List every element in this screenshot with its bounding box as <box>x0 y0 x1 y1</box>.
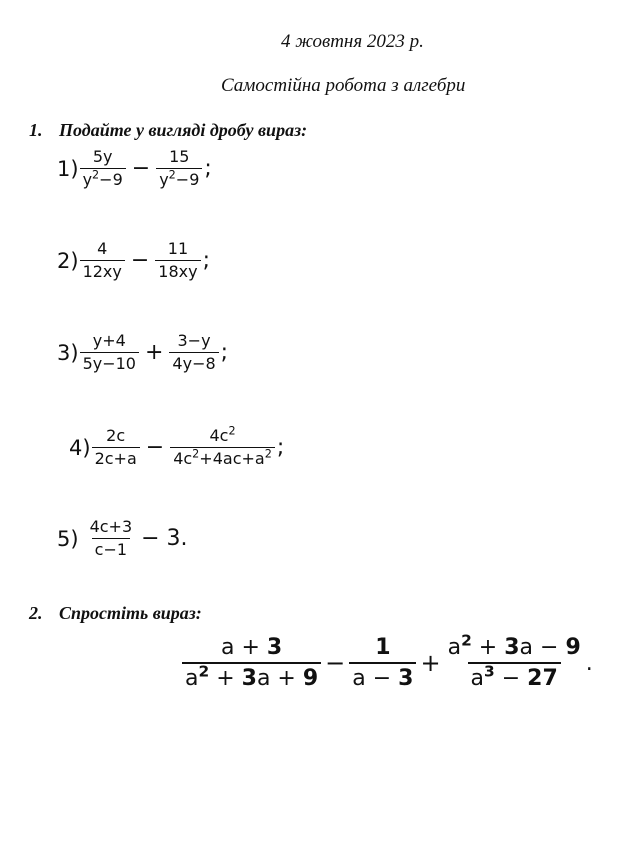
fraction <box>92 427 140 469</box>
operator: − <box>145 435 165 461</box>
item-label: 4) <box>69 435 91 460</box>
item-label: 1) <box>57 156 79 181</box>
expression-5 <box>57 518 188 560</box>
fraction <box>169 332 218 374</box>
fraction <box>170 424 275 469</box>
denominator: 2c+a <box>92 447 140 468</box>
fraction <box>80 240 125 282</box>
expression-rest: − 3. <box>141 526 188 552</box>
operator: − <box>130 248 150 274</box>
denominator: 12xy <box>80 260 125 281</box>
operator: − <box>131 156 151 182</box>
denominator: 18xy <box>155 260 200 281</box>
task-1-heading <box>29 120 307 141</box>
operator: − <box>325 649 346 678</box>
semicolon: ; <box>276 435 285 461</box>
numerator: 3−y <box>177 331 211 350</box>
numerator: y+4 <box>92 331 126 350</box>
numerator: 2c <box>106 426 126 445</box>
fraction <box>445 631 584 692</box>
denominator: 5y−10 <box>80 352 139 373</box>
semicolon: ; <box>204 156 212 182</box>
expression-1 <box>57 148 212 190</box>
denominator: $a^2 + 3a + 9$ <box>182 662 321 691</box>
semicolon: ; <box>202 248 211 274</box>
date: 4 жовтня 2023 р. <box>281 31 424 52</box>
denominator: $4c^2+4ac+a^2$ <box>170 447 275 468</box>
expression-4 <box>69 424 285 469</box>
numerator: 15 <box>169 147 190 166</box>
semicolon: ; <box>220 340 229 366</box>
simplify-expression <box>182 631 593 692</box>
fraction <box>80 332 139 374</box>
operator: + <box>420 649 441 678</box>
numerator: $a^2 + 3a - 9$ <box>447 631 581 660</box>
denominator: a − 3 <box>349 662 416 691</box>
fraction <box>349 635 416 692</box>
expression-3 <box>57 332 228 374</box>
item-label: 2) <box>57 248 79 273</box>
task-2-heading <box>29 603 202 624</box>
numerator: 4c+3 <box>89 517 133 536</box>
numerator: 1 <box>375 635 391 660</box>
worksheet-title: Самостійна робота з алгебри <box>221 75 466 96</box>
numerator: 5y <box>92 147 113 166</box>
task-1-number: 1. <box>29 120 43 140</box>
fraction <box>182 635 321 692</box>
task-2-text: Спростіть вираз: <box>59 603 202 623</box>
task-1-text: Подайте у вигляді дробу вираз: <box>59 120 308 140</box>
denominator: $y^2-9$ <box>80 168 126 189</box>
numerator: 4 <box>97 239 108 258</box>
numerator: 11 <box>167 239 189 258</box>
numerator: $4c^2$ <box>209 424 236 445</box>
fraction <box>155 240 200 282</box>
denominator: $a^3 - 27$ <box>468 662 561 691</box>
task-2-number: 2. <box>29 603 43 623</box>
denominator: 4y−8 <box>169 352 218 373</box>
period: . <box>585 650 593 676</box>
fraction <box>156 148 202 190</box>
item-label: 3) <box>57 340 79 365</box>
numerator: a + 3 <box>220 635 283 660</box>
operator: + <box>144 340 164 366</box>
fraction <box>80 148 126 190</box>
expression-2 <box>57 240 210 282</box>
denominator: c−1 <box>92 538 130 559</box>
denominator: $y^2-9$ <box>156 168 202 189</box>
fraction <box>87 518 136 560</box>
item-label: 5) <box>57 526 79 551</box>
